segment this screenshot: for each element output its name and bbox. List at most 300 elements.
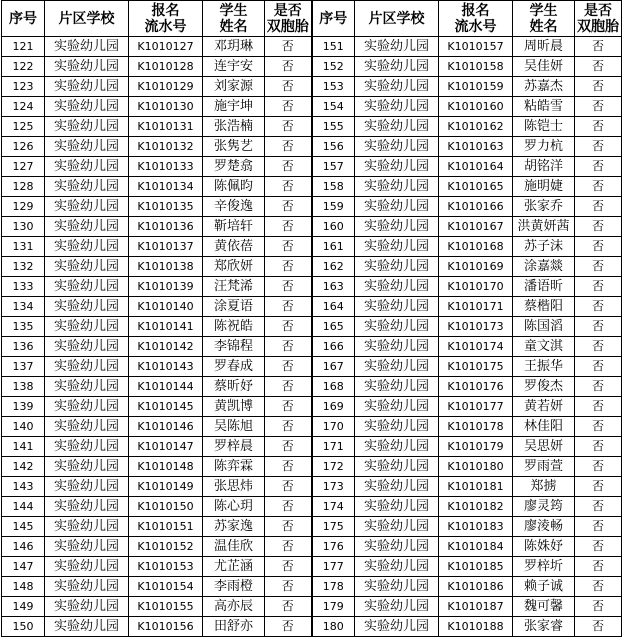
- student-name-cell: 童文淇: [513, 337, 575, 357]
- student-name-cell: 张家睿: [513, 617, 575, 637]
- twin-flag-cell: 否: [575, 257, 622, 277]
- twin-flag-cell: 否: [575, 537, 622, 557]
- header-name-line2-right: 姓名: [529, 18, 558, 35]
- school-cell: 实验幼儿园: [45, 337, 129, 357]
- student-name-cell: 黄依蓓: [203, 237, 265, 257]
- twin-flag-cell: 否: [575, 377, 622, 397]
- student-name-cell: 尤芷涵: [203, 557, 265, 577]
- school-cell: 实验幼儿园: [355, 577, 439, 597]
- student-name-cell: 张隽艺: [203, 137, 265, 157]
- school-cell: 实验幼儿园: [45, 557, 129, 577]
- table-row: [2, 57, 622, 77]
- student-name-cell: 汪梵浠: [203, 277, 265, 297]
- registration-code-cell: K1010131: [129, 117, 203, 137]
- twin-flag-cell: 否: [575, 497, 622, 517]
- seq-cell: 124: [2, 97, 45, 117]
- registration-code-cell: K1010170: [439, 277, 513, 297]
- twin-flag-cell: 否: [265, 197, 312, 217]
- seq-cell: 149: [2, 597, 45, 617]
- school-cell: 实验幼儿园: [45, 237, 129, 257]
- twin-flag-cell: 否: [575, 137, 622, 157]
- registration-code-cell: K1010148: [129, 457, 203, 477]
- header-twin-right: [575, 1, 622, 37]
- registration-code-cell: K1010142: [129, 337, 203, 357]
- seq-cell: 177: [312, 557, 355, 577]
- school-cell: 实验幼儿园: [355, 257, 439, 277]
- twin-flag-cell: 否: [265, 497, 312, 517]
- twin-flag-cell: 否: [575, 557, 622, 577]
- seq-cell: 138: [2, 377, 45, 397]
- registration-code-cell: K1010186: [439, 577, 513, 597]
- table-row: [2, 377, 622, 397]
- student-name-cell: 罗雨萱: [513, 457, 575, 477]
- school-cell: 实验幼儿园: [355, 537, 439, 557]
- twin-flag-cell: 否: [265, 137, 312, 157]
- school-cell: 实验幼儿园: [45, 537, 129, 557]
- registration-code-cell: K1010146: [129, 417, 203, 437]
- registration-code-cell: K1010137: [129, 237, 203, 257]
- twin-flag-cell: 否: [575, 57, 622, 77]
- twin-flag-cell: 否: [265, 437, 312, 457]
- school-cell: 实验幼儿园: [45, 97, 129, 117]
- seq-cell: 174: [312, 497, 355, 517]
- student-name-cell: 洪黄妍茜: [513, 217, 575, 237]
- table-row: [2, 297, 622, 317]
- table-row: [2, 337, 622, 357]
- twin-flag-cell: 否: [575, 217, 622, 237]
- registration-code-cell: K1010153: [129, 557, 203, 577]
- seq-cell: 153: [312, 77, 355, 97]
- registration-code-cell: K1010135: [129, 197, 203, 217]
- registration-code-cell: K1010187: [439, 597, 513, 617]
- twin-flag-cell: 否: [265, 277, 312, 297]
- table-row: [2, 397, 622, 417]
- twin-flag-cell: 否: [575, 597, 622, 617]
- school-cell: 实验幼儿园: [355, 437, 439, 457]
- seq-cell: 176: [312, 537, 355, 557]
- school-cell: 实验幼儿园: [45, 37, 129, 57]
- seq-cell: 127: [2, 157, 45, 177]
- twin-flag-cell: 否: [265, 317, 312, 337]
- student-name-cell: 黄凯博: [203, 397, 265, 417]
- twin-flag-cell: 否: [265, 557, 312, 577]
- school-cell: 实验幼儿园: [45, 317, 129, 337]
- registration-code-cell: K1010139: [129, 277, 203, 297]
- registration-code-cell: K1010143: [129, 357, 203, 377]
- registration-code-cell: K1010167: [439, 217, 513, 237]
- school-cell: 实验幼儿园: [45, 277, 129, 297]
- student-name-cell: 高亦辰: [203, 597, 265, 617]
- seq-cell: 163: [312, 277, 355, 297]
- student-name-cell: 罗梓圻: [513, 557, 575, 577]
- student-name-cell: 李锦程: [203, 337, 265, 357]
- school-cell: 实验幼儿园: [355, 337, 439, 357]
- seq-cell: 148: [2, 577, 45, 597]
- registration-code-cell: K1010185: [439, 557, 513, 577]
- school-cell: 实验幼儿园: [45, 177, 129, 197]
- student-name-cell: 陈祝皓: [203, 317, 265, 337]
- twin-flag-cell: 否: [265, 377, 312, 397]
- seq-cell: 144: [2, 497, 45, 517]
- school-cell: 实验幼儿园: [355, 217, 439, 237]
- table-row: [2, 97, 622, 117]
- student-name-cell: 张家乔: [513, 197, 575, 217]
- registration-code-cell: K1010166: [439, 197, 513, 217]
- school-cell: 实验幼儿园: [45, 517, 129, 537]
- student-name-cell: 刘家源: [203, 77, 265, 97]
- student-name-cell: 黄若妍: [513, 397, 575, 417]
- seq-cell: 155: [312, 117, 355, 137]
- registration-code-cell: K1010129: [129, 77, 203, 97]
- seq-cell: 143: [2, 477, 45, 497]
- twin-flag-cell: 否: [265, 297, 312, 317]
- school-cell: 实验幼儿园: [45, 577, 129, 597]
- header-code-line1: 报名: [151, 2, 180, 19]
- table-row: [2, 217, 622, 237]
- registration-code-cell: K1010132: [129, 137, 203, 157]
- twin-flag-cell: 否: [265, 217, 312, 237]
- school-cell: 实验幼儿园: [355, 497, 439, 517]
- seq-cell: 160: [312, 217, 355, 237]
- twin-flag-cell: 否: [575, 157, 622, 177]
- student-name-cell: 罗梓晨: [203, 437, 265, 457]
- twin-flag-cell: 否: [575, 37, 622, 57]
- student-name-cell: 罗力杭: [513, 137, 575, 157]
- seq-cell: 178: [312, 577, 355, 597]
- registration-code-cell: K1010162: [439, 117, 513, 137]
- student-name-cell: 赖子诚: [513, 577, 575, 597]
- school-cell: 实验幼儿园: [355, 57, 439, 77]
- twin-flag-cell: 否: [575, 397, 622, 417]
- school-cell: 实验幼儿园: [355, 37, 439, 57]
- seq-cell: 172: [312, 457, 355, 477]
- twin-flag-cell: 否: [575, 117, 622, 137]
- school-cell: 实验幼儿园: [355, 157, 439, 177]
- table-row: [2, 177, 622, 197]
- seq-cell: 141: [2, 437, 45, 457]
- header-code-line2: 流水号: [144, 18, 187, 35]
- student-name-cell: 邓玥琳: [203, 37, 265, 57]
- header-twin-line2: 双胞胎: [266, 18, 309, 35]
- seq-cell: 135: [2, 317, 45, 337]
- twin-flag-cell: 否: [575, 457, 622, 477]
- school-cell: 实验幼儿园: [45, 297, 129, 317]
- student-name-cell: 张思炜: [203, 477, 265, 497]
- twin-flag-cell: 否: [265, 257, 312, 277]
- twin-flag-cell: 否: [575, 437, 622, 457]
- twin-flag-cell: 否: [575, 577, 622, 597]
- student-name-cell: 连宇安: [203, 57, 265, 77]
- header-twin-line1-right: 是否: [584, 2, 612, 19]
- seq-cell: 145: [2, 517, 45, 537]
- student-name-cell: 蔡楷阳: [513, 297, 575, 317]
- registration-code-cell: K1010184: [439, 537, 513, 557]
- student-name-cell: 罗俊杰: [513, 377, 575, 397]
- school-cell: 实验幼儿园: [355, 357, 439, 377]
- seq-cell: 169: [312, 397, 355, 417]
- school-cell: 实验幼儿园: [45, 417, 129, 437]
- school-cell: 实验幼儿园: [355, 477, 439, 497]
- student-name-cell: 涂夏语: [203, 297, 265, 317]
- school-cell: 实验幼儿园: [45, 397, 129, 417]
- registration-code-cell: K1010169: [439, 257, 513, 277]
- registration-code-cell: K1010134: [129, 177, 203, 197]
- twin-flag-cell: 否: [265, 477, 312, 497]
- school-cell: 实验幼儿园: [355, 297, 439, 317]
- registration-code-cell: K1010144: [129, 377, 203, 397]
- seq-cell: 123: [2, 77, 45, 97]
- school-cell: 实验幼儿园: [45, 477, 129, 497]
- school-cell: 实验幼儿园: [45, 197, 129, 217]
- student-name-cell: 廖淩畅: [513, 517, 575, 537]
- registration-code-cell: K1010141: [129, 317, 203, 337]
- student-name-cell: 陈铠士: [513, 117, 575, 137]
- twin-flag-cell: 否: [265, 37, 312, 57]
- seq-cell: 167: [312, 357, 355, 377]
- school-cell: 实验幼儿园: [355, 377, 439, 397]
- seq-cell: 142: [2, 457, 45, 477]
- twin-flag-cell: 否: [265, 237, 312, 257]
- registration-code-cell: K1010183: [439, 517, 513, 537]
- student-name-cell: 辛俊逸: [203, 197, 265, 217]
- school-cell: 实验幼儿园: [355, 137, 439, 157]
- seq-cell: 139: [2, 397, 45, 417]
- registration-code-cell: K1010152: [129, 537, 203, 557]
- seq-cell: 140: [2, 417, 45, 437]
- school-cell: 实验幼儿园: [45, 257, 129, 277]
- student-name-cell: 陈弈霖: [203, 457, 265, 477]
- registration-code-cell: K1010177: [439, 397, 513, 417]
- table-row: [2, 157, 622, 177]
- student-name-cell: 陈心玥: [203, 497, 265, 517]
- school-cell: 实验幼儿园: [45, 597, 129, 617]
- registration-code-cell: K1010149: [129, 477, 203, 497]
- school-cell: 实验幼儿园: [355, 317, 439, 337]
- seq-cell: 161: [312, 237, 355, 257]
- student-name-cell: 苏子沫: [513, 237, 575, 257]
- seq-cell: 159: [312, 197, 355, 217]
- twin-flag-cell: 否: [265, 457, 312, 477]
- header-seq: 序号: [2, 1, 45, 37]
- twin-flag-cell: 否: [265, 157, 312, 177]
- seq-cell: 171: [312, 437, 355, 457]
- seq-cell: 154: [312, 97, 355, 117]
- seq-cell: 156: [312, 137, 355, 157]
- registration-code-cell: K1010157: [439, 37, 513, 57]
- twin-flag-cell: 否: [265, 77, 312, 97]
- registration-code-cell: K1010138: [129, 257, 203, 277]
- student-name-cell: 廖灵筠: [513, 497, 575, 517]
- registration-code-cell: K1010145: [129, 397, 203, 417]
- seq-cell: 134: [2, 297, 45, 317]
- registration-code-cell: K1010150: [129, 497, 203, 517]
- twin-flag-cell: 否: [265, 117, 312, 137]
- twin-flag-cell: 否: [575, 337, 622, 357]
- school-cell: 实验幼儿园: [355, 97, 439, 117]
- twin-flag-cell: 否: [575, 417, 622, 437]
- seq-cell: 151: [312, 37, 355, 57]
- registration-code-cell: K1010130: [129, 97, 203, 117]
- school-cell: 实验幼儿园: [355, 177, 439, 197]
- seq-cell: 131: [2, 237, 45, 257]
- table-row: [2, 117, 622, 137]
- header-twin-line1: 是否: [273, 2, 302, 19]
- table-row: [2, 477, 622, 497]
- seq-cell: 150: [2, 617, 45, 637]
- header-code-line2-right: 流水号: [454, 18, 497, 35]
- student-name-cell: 胡铭洋: [513, 157, 575, 177]
- seq-cell: 130: [2, 217, 45, 237]
- seq-cell: 162: [312, 257, 355, 277]
- seq-cell: 168: [312, 377, 355, 397]
- school-cell: 实验幼儿园: [45, 137, 129, 157]
- registration-code-cell: K1010151: [129, 517, 203, 537]
- registration-code-cell: K1010173: [439, 317, 513, 337]
- student-name-cell: 王振华: [513, 357, 575, 377]
- table-row: [2, 357, 622, 377]
- seq-cell: 180: [312, 617, 355, 637]
- twin-flag-cell: 否: [575, 317, 622, 337]
- student-name-cell: 郑掳: [513, 477, 575, 497]
- registration-code-cell: K1010174: [439, 337, 513, 357]
- school-cell: 实验幼儿园: [355, 457, 439, 477]
- header-name-line1-right: 学生: [529, 2, 558, 19]
- twin-flag-cell: 否: [575, 297, 622, 317]
- school-cell: 实验幼儿园: [355, 597, 439, 617]
- registration-code-cell: K1010155: [129, 597, 203, 617]
- registration-code-cell: K1010160: [439, 97, 513, 117]
- seq-cell: 157: [312, 157, 355, 177]
- header-name-line1: 学生: [219, 2, 248, 19]
- seq-cell: 129: [2, 197, 45, 217]
- seq-cell: 158: [312, 177, 355, 197]
- twin-flag-cell: 否: [575, 277, 622, 297]
- twin-flag-cell: 否: [265, 177, 312, 197]
- table-row: [2, 577, 622, 597]
- seq-cell: 137: [2, 357, 45, 377]
- seq-cell: 152: [312, 57, 355, 77]
- table-row: [2, 197, 622, 217]
- school-cell: 实验幼儿园: [45, 57, 129, 77]
- twin-flag-cell: 否: [265, 417, 312, 437]
- header-row: [2, 1, 622, 37]
- registration-code-cell: K1010165: [439, 177, 513, 197]
- student-name-cell: 陈姝妤: [513, 537, 575, 557]
- school-cell: 实验幼儿园: [355, 617, 439, 637]
- student-name-cell: 陈国滔: [513, 317, 575, 337]
- registration-code-cell: K1010159: [439, 77, 513, 97]
- seq-cell: 128: [2, 177, 45, 197]
- table-row: [2, 557, 622, 577]
- school-cell: 实验幼儿园: [355, 237, 439, 257]
- student-name-cell: 田舒亦: [203, 617, 265, 637]
- school-cell: 实验幼儿园: [45, 377, 129, 397]
- seq-cell: 132: [2, 257, 45, 277]
- seq-cell: 147: [2, 557, 45, 577]
- registration-code-cell: K1010163: [439, 137, 513, 157]
- header-name-line2: 姓名: [219, 18, 248, 35]
- table-row: [2, 457, 622, 477]
- table-row: [2, 77, 622, 97]
- student-name-cell: 粘皓雪: [513, 97, 575, 117]
- table-row: [2, 617, 622, 637]
- header-twin-line2-right: 双胞胎: [577, 18, 619, 35]
- registration-code-cell: K1010178: [439, 417, 513, 437]
- header-code-line1-right: 报名: [461, 2, 490, 19]
- student-name-cell: 吴陈旭: [203, 417, 265, 437]
- registration-code-cell: K1010147: [129, 437, 203, 457]
- student-name-cell: 郑欣妍: [203, 257, 265, 277]
- school-cell: 实验幼儿园: [45, 357, 129, 377]
- school-cell: 实验幼儿园: [45, 497, 129, 517]
- twin-flag-cell: 否: [575, 197, 622, 217]
- school-cell: 实验幼儿园: [355, 277, 439, 297]
- twin-flag-cell: 否: [265, 577, 312, 597]
- seq-cell: 121: [2, 37, 45, 57]
- school-cell: 实验幼儿园: [45, 77, 129, 97]
- registration-code-cell: K1010128: [129, 57, 203, 77]
- student-roster-table: [1, 0, 622, 637]
- school-cell: 实验幼儿园: [355, 417, 439, 437]
- twin-flag-cell: 否: [575, 237, 622, 257]
- header-code: [129, 1, 203, 37]
- table-row: [2, 37, 622, 57]
- seq-cell: 125: [2, 117, 45, 137]
- twin-flag-cell: 否: [575, 477, 622, 497]
- twin-flag-cell: 否: [265, 337, 312, 357]
- registration-code-cell: K1010179: [439, 437, 513, 457]
- registration-code-cell: K1010175: [439, 357, 513, 377]
- table-row: [2, 137, 622, 157]
- registration-code-cell: K1010188: [439, 617, 513, 637]
- table-row: [2, 537, 622, 557]
- registration-code-cell: K1010164: [439, 157, 513, 177]
- student-name-cell: 罗春成: [203, 357, 265, 377]
- seq-cell: 136: [2, 337, 45, 357]
- school-cell: 实验幼儿园: [45, 437, 129, 457]
- header-name-right: [513, 1, 575, 37]
- registration-code-cell: K1010176: [439, 377, 513, 397]
- header-school: 片区学校: [45, 1, 129, 37]
- seq-cell: 179: [312, 597, 355, 617]
- school-cell: 实验幼儿园: [355, 517, 439, 537]
- seq-cell: 133: [2, 277, 45, 297]
- student-name-cell: 温佳欣: [203, 537, 265, 557]
- twin-flag-cell: 否: [575, 517, 622, 537]
- table-row: [2, 257, 622, 277]
- school-cell: 实验幼儿园: [355, 397, 439, 417]
- school-cell: 实验幼儿园: [45, 117, 129, 137]
- registration-code-cell: K1010136: [129, 217, 203, 237]
- school-cell: 实验幼儿园: [355, 117, 439, 137]
- registration-code-cell: K1010140: [129, 297, 203, 317]
- seq-cell: 126: [2, 137, 45, 157]
- student-name-cell: 蔡昕妤: [203, 377, 265, 397]
- student-name-cell: 张浩楠: [203, 117, 265, 137]
- student-name-cell: 施宇坤: [203, 97, 265, 117]
- school-cell: 实验幼儿园: [45, 217, 129, 237]
- table-row: [2, 497, 622, 517]
- seq-cell: 122: [2, 57, 45, 77]
- school-cell: 实验幼儿园: [355, 77, 439, 97]
- header-name: [203, 1, 265, 37]
- registration-code-cell: K1010158: [439, 57, 513, 77]
- twin-flag-cell: 否: [265, 517, 312, 537]
- registration-code-cell: K1010133: [129, 157, 203, 177]
- twin-flag-cell: 否: [265, 597, 312, 617]
- registration-code-cell: K1010156: [129, 617, 203, 637]
- student-name-cell: 靳培轩: [203, 217, 265, 237]
